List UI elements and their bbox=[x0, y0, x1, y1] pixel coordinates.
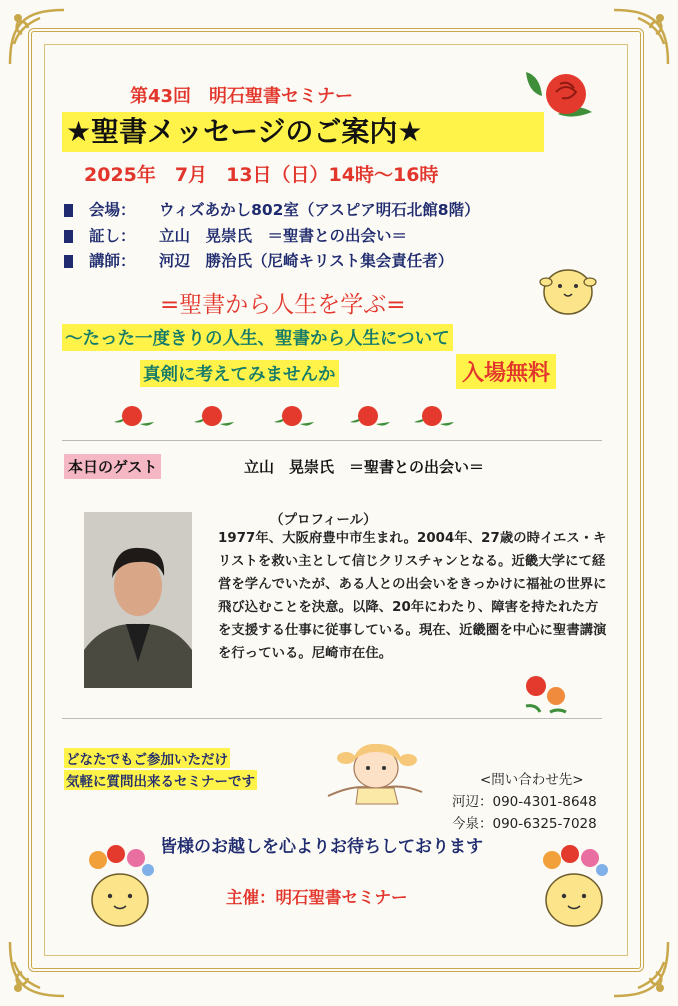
girl-illustration-icon bbox=[318, 738, 428, 810]
bullet-square-icon bbox=[64, 204, 73, 217]
ornament-corner-icon bbox=[4, 932, 74, 1002]
flower-chick-mascot-icon bbox=[534, 844, 614, 930]
detail-row-testimony: 証し： 立山 晃崇氏 ＝聖書との出会い＝ bbox=[64, 224, 407, 246]
section-divider bbox=[62, 718, 602, 719]
organizer-credit: 主催：明石聖書セミナー bbox=[226, 888, 408, 907]
chick-mascot-icon bbox=[538, 262, 598, 320]
guest-label: 本日のゲスト bbox=[64, 454, 161, 479]
page-title: ★聖書メッセージのご案内★ bbox=[62, 112, 544, 152]
contact-heading: <問い合わせ先> bbox=[480, 772, 584, 788]
rose-bouquet-icon bbox=[520, 668, 572, 716]
ornament-corner-icon bbox=[604, 4, 674, 74]
theme-heading: =聖書から人生を学ぶ= bbox=[160, 292, 406, 318]
flower-chick-mascot-icon bbox=[80, 844, 160, 930]
profile-heading: （プロフィール） bbox=[270, 512, 377, 528]
ornament-corner-icon bbox=[604, 932, 674, 1002]
tagline-line1: ～たった一度きりの人生、聖書から人生について bbox=[62, 324, 453, 351]
guest-name-line: 立山 晃崇氏 ＝聖書との出会い＝ bbox=[244, 458, 485, 476]
invite-line1: どなたでもご参加いただけ bbox=[64, 748, 230, 768]
detail-row-speaker: 講師： 河辺 勝治氏（尼崎キリスト集会責任者） bbox=[64, 249, 453, 271]
rose-icon bbox=[518, 62, 598, 132]
welcome-message: 皆様のお越しを心よりお待ちしております bbox=[160, 837, 483, 857]
tagline-line2: 真剣に考えてみませんか bbox=[140, 360, 339, 387]
bullet-square-icon bbox=[64, 255, 73, 268]
invite-line2: 気軽に質問出来るセミナーです bbox=[64, 770, 257, 790]
rose-row-icon bbox=[110, 402, 460, 432]
bullet-square-icon bbox=[64, 230, 73, 243]
contact-line: 今泉：090-6325-7028 bbox=[452, 816, 597, 832]
contact-line: 河辺：090-4301-8648 bbox=[452, 794, 597, 810]
event-datetime: 2025年 7月 13日（日）14時～16時 bbox=[84, 164, 439, 186]
ornament-corner-icon bbox=[4, 4, 74, 74]
free-admission-badge: 入場無料 bbox=[456, 354, 556, 389]
session-heading: 第43回 明石聖書セミナー bbox=[130, 86, 354, 107]
detail-row-venue: 会場： ウィズあかし802室（アスピア明石北館8階） bbox=[64, 198, 480, 220]
profile-text: 1977年、大阪府豊中市生まれ。2004年、27歳の時イエス・キリストを救い主として信じクリスチャンとなる。近畿大学にて経営を学んでいたが、ある人との出会いをきっかけに福祉の世界に飛び込むことを決意。以降、20年にわたり、障害を持たれた方を支援する仕事に従事している。現在、近畿圏を中心に聖書講演を行っている。尼崎市在住。 bbox=[218, 531, 607, 661]
section-divider bbox=[62, 440, 602, 441]
guest-photo bbox=[84, 512, 192, 688]
